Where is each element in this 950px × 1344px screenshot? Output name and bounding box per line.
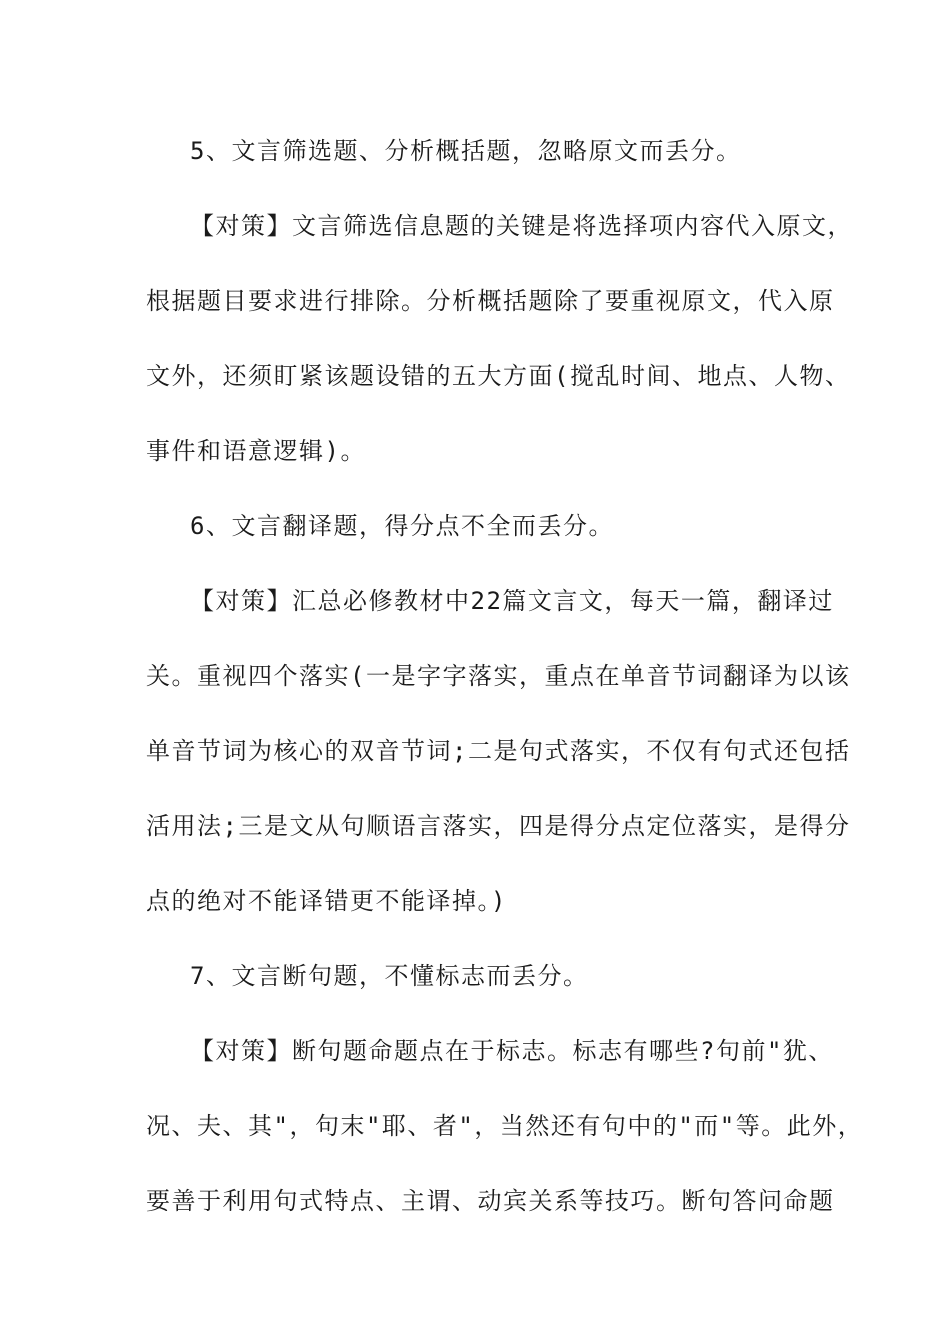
heading-item-6: 6、文言翻译题，得分点不全而丢分。 [190, 512, 614, 540]
paragraph-line: 根据题目要求进行排除。分析概括题除了要重视原文，代入原 [146, 287, 835, 315]
paragraph-line: 要善于利用句式特点、主谓、动宾关系等技巧。断句答问命题 [146, 1187, 835, 1215]
paragraph-line: 关。重视四个落实(一是字字落实，重点在单音节词翻译为以该 [146, 662, 851, 690]
paragraph-line: 况、夫、其"，句末"耶、者"，当然还有句中的"而"等。此外， [146, 1112, 864, 1140]
paragraph-line: 事件和语意逻辑)。 [146, 437, 366, 465]
paragraph-line: 文外，还须盯紧该题设错的五大方面(搅乱时间、地点、人物、 [146, 362, 851, 390]
paragraph-line: 【对策】文言筛选信息题的关键是将选择项内容代入原文， [190, 212, 853, 240]
paragraph-line: 【对策】汇总必修教材中22篇文言文，每天一篇，翻译过 [190, 587, 834, 615]
paragraph-line: 【对策】断句题命题点在于标志。标志有哪些?句前"犹、 [190, 1037, 834, 1065]
heading-item-5: 5、文言筛选题、分析概括题，忽略原文而丢分。 [190, 137, 742, 165]
paragraph-line: 单音节词为核心的双音节词;二是句式落实，不仅有句式还包括 [146, 737, 851, 765]
paragraph-line: 点的绝对不能译错更不能译掉。) [146, 887, 507, 915]
paragraph-line: 活用法;三是文从句顺语言落实，四是得分点定位落实，是得分 [146, 812, 851, 840]
heading-item-7: 7、文言断句题，不懂标志而丢分。 [190, 962, 589, 990]
